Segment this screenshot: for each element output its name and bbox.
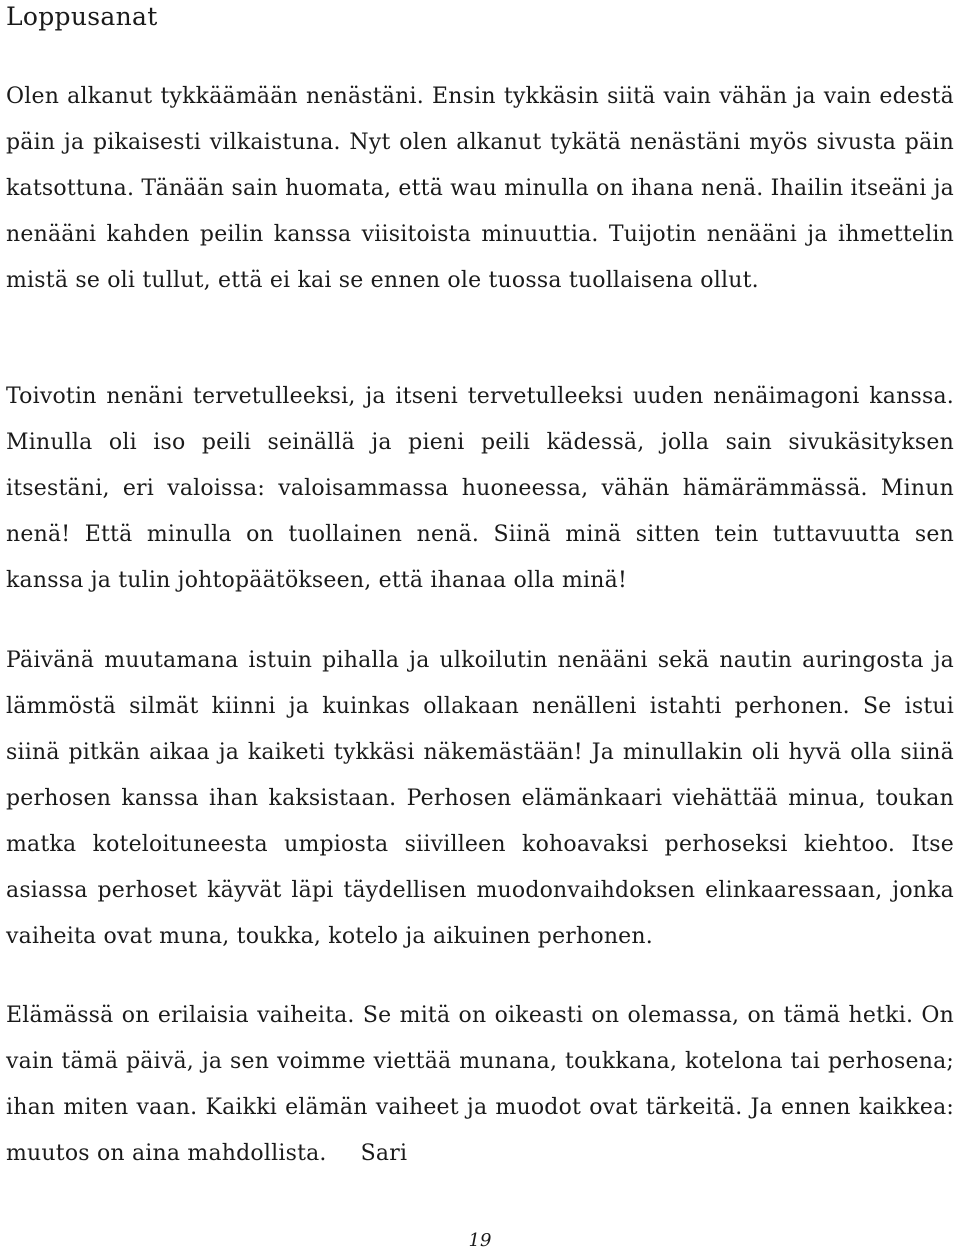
paragraph-4-text: Elämässä on erilaisia vaiheita. Se mitä on oikeasti on olemassa, on tämä hetki. On vain tämä päivä, ja sen voimme viettää munana, toukkana, kotelona tai perhosena; ihan miten vaan. Kaikki elämän vaiheet ja muodot ovat tärkeitä. Ja ennen kaikkea: muutos on aina mahdollista. [6,1003,954,1166]
signature: Sari [360,1141,408,1166]
page-number: 19 [468,1230,492,1251]
paragraph-1: Olen alkanut tykkäämään nenästäni. Ensin tykkäsin siitä vain vähän ja vain edestä päin ja pikaisesti vilkaistuna. Nyt olen alkanut tykätä nenästäni myös sivusta päin katsottuna. Tänään sain huomata, että wau minulla on ihana nenä. Ihailin itseäni ja nenääni kahden peilin kanssa viisitoista minuuttia. Tuijotin nenääni ja ihmettelin mistä se oli tullut, että ei kai se ennen ole tuossa tuollaisena ollut. [6,84,954,293]
paragraph-4 [6,993,954,1177]
paragraph-3: Päivänä muutamana istuin pihalla ja ulkoilutin nenääni sekä nautin auringosta ja lämmöstä silmät kiinni ja kuinkas ollakaan nenälleni istahti perhonen. Se istui siinä pitkän aikaa ja kaiketi tykkäsi näkemästään! Ja minullakin oli hyvä olla siinä perhosen kanssa ihan kaksistaan. Perhosen elämänkaari viehättää minua, toukan matka koteloituneesta umpiosta siivilleen kohoavaksi perhoseksi kiehtoo. Itse asiassa perhoset käyvät läpi täydellisen muodonvaihdoksen elinkaaressaan, jonka vaiheita ovat muna, toukka, kotelo ja aikuinen perhonen. [6,648,954,949]
page-title: Loppusanat [6,2,158,31]
paragraph-2: Toivotin nenäni tervetulleeksi, ja itseni tervetulleeksi uuden nenäimagoni kanssa. Minulla oli iso peili seinällä ja pieni peili kädessä, jolla sain sivukäsityksen itsestäni, eri valoissa: valoisammassa huoneessa, vähän hämärämmässä. Minun nenä! Että minulla on tuollainen nenä. Siinä minä sitten tein tuttavuutta sen kanssa ja tulin johtopäätökseen, että ihanaa olla minä! [6,384,954,593]
